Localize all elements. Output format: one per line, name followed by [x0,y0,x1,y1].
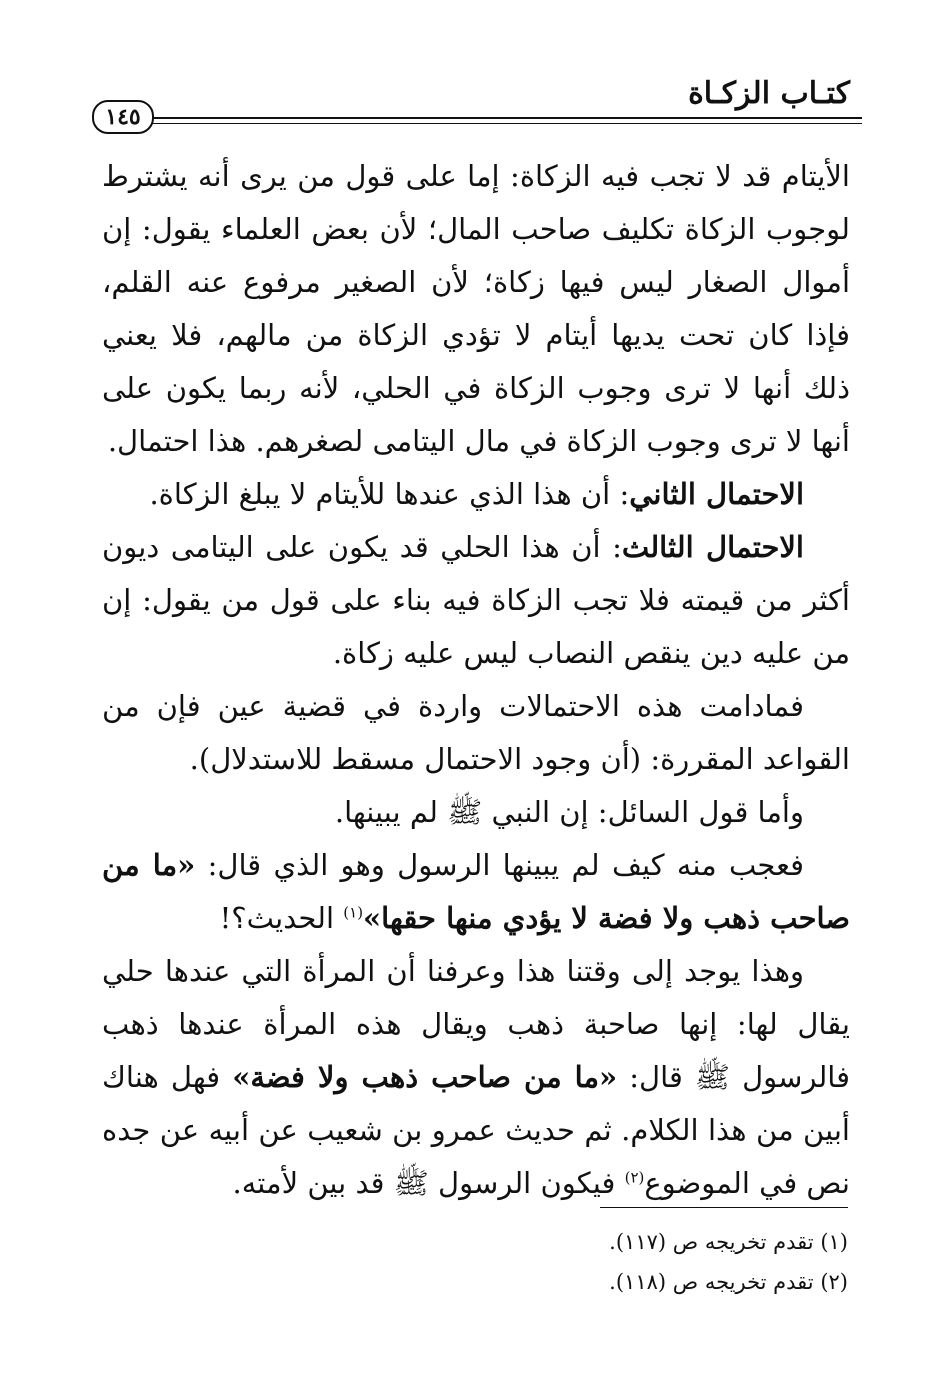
footnote-marker-2: (٢) [624,1168,645,1187]
paragraph-6 [102,839,850,945]
header-rule [142,117,862,119]
paragraph-1: الأيتام قد لا تجب فيه الزكاة: إما على قول من يرى أنه يشترط لوجوب الزكاة تكليف صاحب المال؛ لأن بعض العلماء يقول: إن أموال الصغار ليس فيها زكاة؛ لأن الصغير مرفوع عنه القلم، فإذا كان تحت يديها أيتام لا تؤدي الزكاة من مالهم، فلا يعني ذلك أنها لا ترى وجوب الزكاة في الحلي، لأنه ربما يكون على أنها لا ترى وجوب الزكاة في مال اليتامى لصغرهم. هذا احتمال. [102,159,850,458]
footnote-separator [600,1207,848,1208]
paragraph-7-intro: وهذا يوجد إلى وقتنا هذا وعرفنا أن المرأة التي عندها حلي يقال لها: إنها صاحبة ذهب ويقال هذه المرأة عندها ذهب فالرسول ﷺ قال: [102,954,850,1094]
second-possibility-label: الاحتمال الثاني [629,477,804,511]
hadith-quote-2: «ما من صاحب ذهب ولا فضة» [232,1060,618,1094]
paragraph-7-middle: فهل هناك أبين من هذا الكلام. ثم حديث عمرو بن شعيب عن أبيه عن جده نص في الموضوع [102,1060,850,1200]
paragraph-4: فمادامت هذه الاحتمالات واردة في قضية عين فإن من القواعد المقررة: (أن وجود الاحتمال مسقط للاستدلال). [102,689,850,776]
paragraph-2-text: : أن هذا الذي عندها للأيتام لا يبلغ الزكاة. [149,477,630,511]
footnote-marker-1: (١) [343,903,364,922]
paragraph-6-intro: فعجب منه كيف لم يبينها الرسول وهو الذي قال: [195,848,805,882]
footnotes [500,1222,848,1302]
paragraph-2 [102,468,850,521]
paragraph-7 [102,945,850,1210]
paragraph-7-end: فيكون الرسول ﷺ قد بين لأمته. [232,1166,625,1200]
paragraph-3 [102,521,850,680]
footnote-1: (١) تقدم تخريجه ص (١١٧). [609,1230,848,1254]
paragraph-5: وأما قول السائل: إن النبي ﷺ لم يبينها. [334,795,804,829]
paragraph-3-text: : أن هذا الحلي قد يكون على اليتامى ديون أكثر من قيمته فلا تجب الزكاة فيه بناء على قول من يقول: إن من عليه دين ينقص النصاب ليس عليه زكاة. [102,530,850,670]
main-text [102,150,850,1210]
header-rule-thin [142,123,862,124]
third-possibility-label: الاحتمال الثالث [621,530,804,564]
page-number: ١٤٥ [92,100,154,134]
running-title: كتـاب الزكـاة [688,76,850,111]
page-header [92,74,862,134]
paragraph-6-end: الحديث؟! [219,901,344,935]
footnote-2: (٢) تقدم تخريجه ص (١١٨). [609,1270,848,1294]
hadith-quote-1: «ما من صاحب ذهب ولا فضة لا يؤدي منها حقها» [102,848,850,935]
